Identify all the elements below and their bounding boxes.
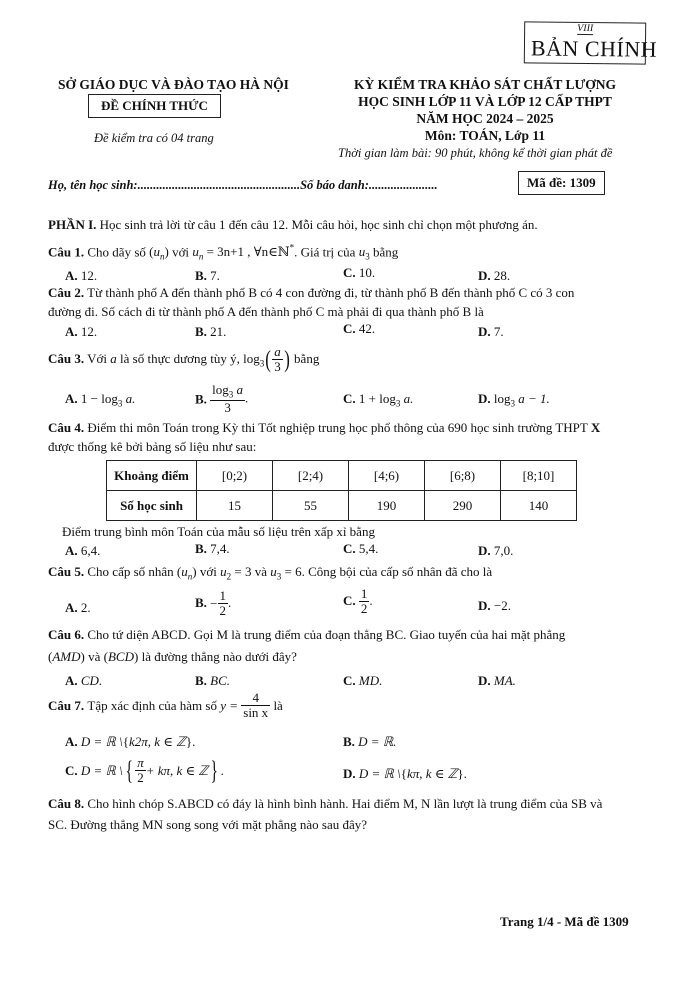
question-text: là số thực dương tùy ý,	[120, 350, 240, 366]
part-1-heading	[48, 217, 538, 233]
question-4-line-2: được thống kê bởi bảng số liệu như sau:	[48, 439, 257, 454]
part-1-instruction: Học sinh trả lời từ câu 1 đến câu 12. Mỗi câu hỏi, học sinh chỉ chọn một phương án.	[99, 217, 538, 232]
question-text: Cho tứ diện ABCD. Gọi M là trung điểm của đoạn thẳng BC. Giao tuyến của hai mặt phẳng	[87, 627, 566, 642]
question-text: Cho cấp số nhân	[87, 564, 174, 579]
question-label: Câu 7.	[48, 697, 85, 713]
math-expr: $u_2 = 3$	[220, 564, 252, 582]
math-var: a	[110, 350, 117, 366]
plane-2: (BCD)	[103, 649, 139, 664]
option-a[interactable]: A. 12.	[65, 268, 98, 283]
question-text: và	[254, 564, 267, 579]
pages-note: Đề kiểm tra có 04 trang	[94, 131, 214, 145]
original-copy-stamp	[524, 21, 658, 64]
row-header: Khoảng điểm	[107, 461, 197, 491]
math-expr: $u_n = 3n+1$ , ∀n∈ℕ*	[192, 243, 295, 262]
option-d[interactable]: D. MA.	[478, 673, 516, 688]
stamp-mark: VIII	[577, 22, 594, 35]
question-2	[48, 285, 574, 301]
option-c[interactable]: C. D = ℝ \{ $\frac{\pi}{2}$ + kπ, k ∈ ℤ} .	[65, 755, 224, 786]
question-text: bằng	[372, 244, 399, 260]
question-text: Với	[87, 350, 108, 366]
table-cell: 190	[349, 491, 425, 521]
question-4-prompt: Điểm trung bình môn Toán của mẫu số liệu trên xấp xỉ bằng	[62, 524, 375, 539]
school-name: X	[590, 420, 601, 435]
option-b[interactable]: B. BC.	[195, 673, 231, 688]
option-a[interactable]: A. 6,4.	[65, 543, 101, 558]
table-cell: [2;4)	[273, 461, 349, 491]
school-year: NĂM HỌC 2024 – 2025	[416, 111, 554, 126]
stamp-text: BẢN CHÍNH	[530, 35, 658, 62]
question-label: Câu 2.	[48, 285, 85, 300]
question-text: bằng	[294, 350, 320, 366]
table-cell: [4;6)	[349, 461, 425, 491]
question-text: là	[273, 697, 283, 713]
math-expr: y =	[220, 697, 239, 713]
table-row	[107, 491, 577, 521]
table-cell: 290	[425, 491, 501, 521]
question-text: với	[199, 564, 217, 579]
option-c[interactable]: C. 42.	[343, 321, 376, 336]
option-b[interactable]: B. 21.	[195, 324, 227, 339]
question-text: Cho dãy số	[87, 244, 146, 260]
math-fraction: $\frac{4}{\text{sin x}}$	[243, 690, 269, 721]
question-6	[48, 627, 565, 643]
option-b[interactable]: B. 7,4.	[195, 541, 230, 556]
question-label: Câu 4.	[48, 420, 85, 435]
table-cell: [0;2)	[197, 461, 273, 491]
option-d[interactable]: D. D = ℝ \{kπ, k ∈ ℤ}.	[343, 766, 467, 781]
official-exam-label: ĐỀ CHÍNH THỨC	[88, 94, 221, 118]
question-label: Câu 6.	[48, 627, 85, 642]
math-expr: $u_3$	[358, 244, 370, 262]
option-a[interactable]: A. CD.	[65, 673, 103, 688]
subject: Môn: TOÁN, Lớp 11	[424, 128, 546, 143]
student-name-field[interactable]: ....................................................	[137, 178, 301, 192]
option-d[interactable]: D. 28.	[478, 268, 511, 283]
part-1-title: PHẦN I.	[48, 217, 97, 232]
math-expr: $(u_n)$	[176, 564, 197, 582]
option-b[interactable]: B. D = ℝ.	[343, 734, 397, 749]
student-id-label: Số báo danh:	[300, 178, 369, 192]
table-cell: [8;10]	[501, 461, 577, 491]
option-d[interactable]: D. −2.	[478, 598, 511, 613]
table-row	[107, 461, 577, 491]
table-cell: 140	[501, 491, 577, 521]
question-7	[48, 691, 283, 721]
option-d[interactable]: D. $\log_3 a - 1$.	[478, 391, 550, 409]
option-b[interactable]: B. − $\frac{1}{2}$ .	[195, 588, 232, 619]
question-text: Từ thành phố A đến thành phố B có 4 con đường đi, từ thành phố B đến thành phố C có 3 con	[87, 285, 575, 300]
option-a[interactable]: A. D = ℝ \{k2π, k ∈ ℤ}.	[65, 734, 196, 749]
question-text: với	[172, 244, 190, 260]
question-text: . Giá trị của	[294, 244, 356, 260]
table-cell: [6;8)	[425, 461, 501, 491]
option-b[interactable]: B. 7.	[195, 268, 220, 283]
question-5	[48, 564, 492, 582]
department-name: SỞ GIÁO DỤC VÀ ĐÀO TẠO HÀ NỘI	[58, 77, 289, 92]
table-cell: 15	[197, 491, 273, 521]
option-b[interactable]: B. $\frac{\log_3 a}{3}$ .	[195, 382, 249, 416]
option-c[interactable]: C. 10.	[343, 265, 376, 280]
exam-code-box: Mã đề: 1309	[518, 171, 605, 195]
question-8-line-2: SC. Đường thẳng MN song song với mặt phẳng nào sau đây?	[48, 817, 368, 832]
question-6-line-2: (AMD) và (BCD) là đường thẳng nào dưới đây?	[48, 649, 297, 664]
exam-title-line-2: HỌC SINH LỚP 11 VÀ LỚP 12 CẤP THPT	[358, 94, 612, 109]
question-3	[48, 345, 319, 375]
question-label: Câu 8.	[48, 796, 85, 811]
question-2-line-2: đường đi. Số cách đi từ thành phố A đến thành phố C mà phải đi qua thành phố B là	[48, 304, 484, 319]
table-cell: 55	[273, 491, 349, 521]
option-c[interactable]: C. $1 + \log_3 a$.	[343, 391, 414, 409]
math-expr: $u_3 = 6$	[270, 564, 302, 582]
option-c[interactable]: C. $\frac{1}{2}$ .	[343, 586, 373, 617]
math-expr: $(u_n)$	[149, 244, 169, 262]
question-text: . Công bội của cấp số nhân đã cho là	[301, 564, 493, 579]
plane-1: (AMD)	[48, 649, 85, 664]
question-label: Câu 3.	[48, 350, 85, 366]
math-expr: $\log_3$( $\frac{a}{3}$ )	[243, 344, 290, 375]
page-footer: Trang 1/4 - Mã đề 1309	[500, 914, 629, 929]
option-c[interactable]: C. 5,4.	[343, 541, 379, 556]
question-8	[48, 796, 602, 812]
option-d[interactable]: D. 7,0.	[478, 543, 514, 558]
score-frequency-table	[106, 460, 577, 521]
option-a[interactable]: A. 12.	[65, 324, 98, 339]
option-d[interactable]: D. 7.	[478, 324, 504, 339]
question-text: Cho hình chóp S.ABCD có đáy là hình bình hành. Hai điểm M, N lần lượt là trung điểm của SB và	[87, 796, 603, 811]
option-a[interactable]: A. 2.	[65, 600, 91, 615]
student-id-field[interactable]: ......................	[368, 178, 438, 192]
time-note: Thời gian làm bài: 90 phút, không kể thời gian phát đề	[338, 146, 613, 160]
question-text: Điểm thi môn Toán trong Kỳ thi Tốt nghiệp trung học phổ thông của 690 học sinh trường THPT	[87, 420, 588, 435]
question-label: Câu 5.	[48, 564, 85, 579]
question-label: Câu 1.	[48, 244, 85, 260]
student-name-label: Họ, tên học sinh:	[48, 178, 138, 192]
question-1	[48, 243, 398, 262]
option-a[interactable]: A. $1 - \log_3 a$.	[65, 391, 136, 409]
row-header: Số học sinh	[107, 491, 197, 521]
question-4	[48, 420, 600, 436]
exam-title-line-1: KỲ KIỂM TRA KHẢO SÁT CHẤT LƯỢNG	[353, 77, 617, 92]
student-info-line	[48, 178, 438, 193]
option-c[interactable]: C. MD.	[343, 673, 383, 688]
question-text: Tập xác định của hàm số	[87, 697, 217, 713]
